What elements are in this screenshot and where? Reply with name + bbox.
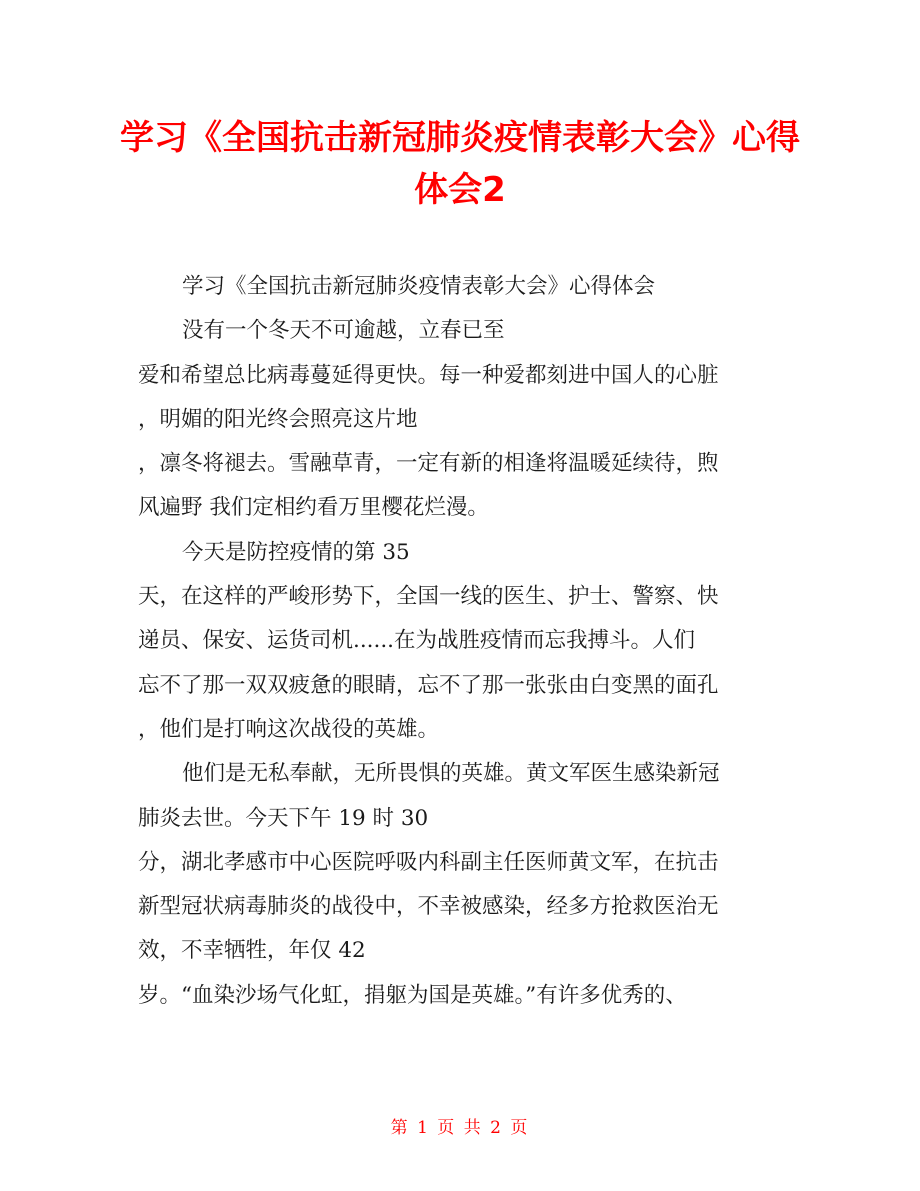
- body-line: ，明媚的阳光终会照亮这片地: [138, 406, 418, 432]
- document-title: [120, 112, 800, 216]
- body-line: 学习《全国抗击新冠肺炎疫情表彰大会》心得体会: [182, 274, 656, 299]
- body-line: 爱和希望总比病毒蔓延得更快。每一种爱都刻进中国人的心脏: [138, 362, 719, 388]
- page-footer: 第 1 页 共 2 页: [390, 1118, 530, 1138]
- body-line: 天，在这样的严峻形势下，全国一线的医生、护士、警察、快: [138, 584, 719, 610]
- title-line-1: 学习《全国抗击新冠肺炎疫情表彰大会》心得: [120, 118, 800, 158]
- body-line: 分，湖北孝感市中心医院呼吸内科副主任医师黄文军，在抗击: [138, 849, 719, 875]
- body-line: 忘不了那一双双疲惫的眼睛，忘不了那一张张由白变黑的面孔: [138, 672, 719, 698]
- body-line: 风遍野 我们定相约看万里樱花烂漫。: [138, 495, 489, 521]
- body-line: 没有一个冬天不可逾越，立春已至: [182, 318, 505, 344]
- body-line: 今天是防控疫情的第 35: [182, 539, 410, 565]
- body-line: 岁。“血染沙场气化虹，捐躯为国是英雄。”有许多优秀的、: [138, 982, 687, 1008]
- body-line: 肺炎去世。今天下午 19 时 30: [138, 805, 429, 831]
- title-line-2: 体会2: [414, 170, 506, 210]
- body-line: 递员、保安、运货司机......在为战胜疫情而忘我搏斗。人们: [138, 628, 696, 654]
- document-body: [138, 265, 788, 1018]
- body-line: ，他们是打响这次战役的英雄。: [138, 716, 440, 742]
- body-line: 效，不幸牺牲，年仅 42: [138, 938, 366, 964]
- body-line: 他们是无私奉献，无所畏惧的英雄。黄文军医生感染新冠: [182, 761, 720, 787]
- body-line: ，凛冬将褪去。雪融草青，一定有新的相逢将温暖延续待，煦: [138, 451, 719, 477]
- body-line: 新型冠状病毒肺炎的战役中，不幸被感染，经多方抢救医治无: [138, 894, 719, 920]
